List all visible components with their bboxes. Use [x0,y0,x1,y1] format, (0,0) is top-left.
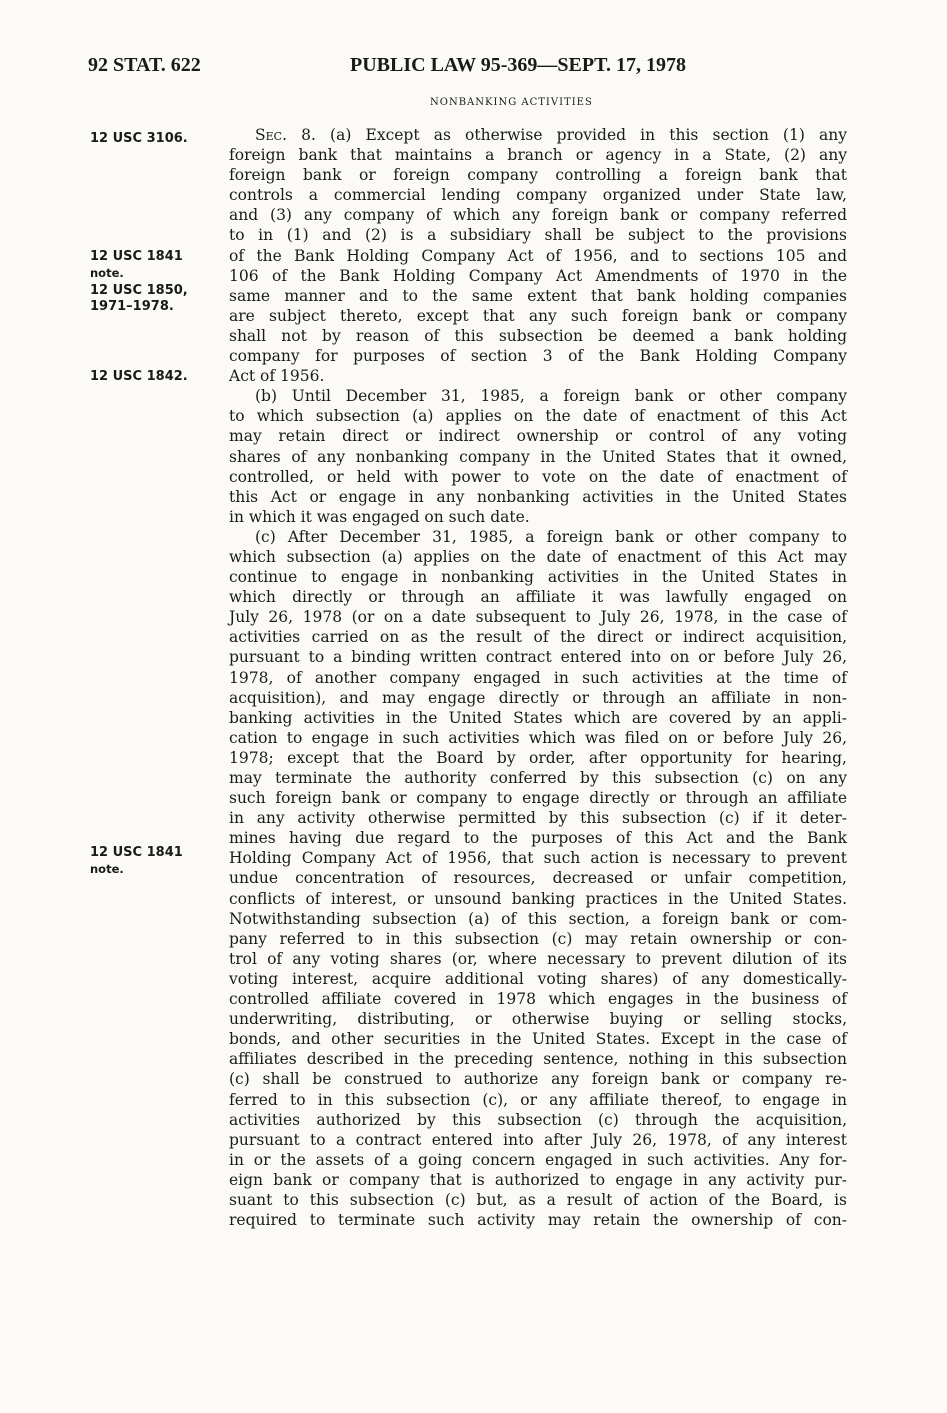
body-line: controlled affiliate covered in 1978 which engages in the business of [229,990,847,1009]
body-line: Notwithstanding subsection (a) of this section, a foreign bank or com- [229,909,847,928]
body-line: (c) shall be construed to authorize any foreign bank or company re- [229,1070,847,1089]
body-line: activities carried on as the result of the direct or indirect acquisition, [229,628,847,647]
body-line: cation to engage in such activities which was filed on or before July 26, [229,728,847,747]
body-line: pursuant to a contract entered into after July 26, 1978, of any interest [229,1130,847,1149]
body-line: affiliates described in the preceding sentence, nothing in this subsection [229,1050,847,1069]
body-line: required to terminate such activity may retain the ownership of con- [229,1211,847,1230]
body-line: July 26, 1978 (or on a date subsequent to July 26, 1978, in the case of [229,608,847,627]
body-line: of the Bank Holding Company Act of 1956, and to sections 105 and [229,246,847,265]
body-line: may retain direct or indirect ownership or control of any voting [229,427,847,446]
margin-citation-1850 [90,283,188,315]
body-line: banking activities in the United States which are covered by an appli- [229,708,847,727]
body-line: (c) After December 31, 1985, a foreign bank or other company to [255,527,847,546]
body-line: pursuant to a binding written contract entered into on or before July 26, [229,648,847,667]
body-line: 1978; except that the Board by order, after opportunity for hearing, [229,748,847,767]
body-line: Sec. 8. (a) Except as otherwise provided in this section (1) any [255,126,847,144]
body-line: and (3) any company of which any foreign bank or company referred [229,206,847,225]
section-heading: NONBANKING ACTIVITIES [430,97,593,108]
body-line: voting interest, acquire additional voting shares) of any domestically- [229,969,847,988]
body-line: company for purposes of section 3 of the Bank Holding Company [229,347,847,366]
body-line: which subsection (a) applies on the date of enactment of this Act may [229,547,847,566]
statute-body-text [229,125,847,1230]
body-line: (b) Until December 31, 1985, a foreign bank or other company [255,387,847,406]
body-line: Holding Company Act of 1956, that such action is necessary to prevent [229,849,847,868]
body-line: foreign bank that maintains a branch or agency in a State, (2) any [229,146,847,165]
public-law-title: PUBLIC LAW 95-369—SEPT. 17, 1978 [350,54,686,76]
body-line: same manner and to the same extent that bank holding companies [229,286,847,305]
body-line: foreign bank or foreign company controlling a foreign bank that [229,166,847,185]
margin-citation-1842: 12 USC 1842. [90,369,188,384]
margin-citation-1841-code: 12 USC 1841 [90,249,183,264]
body-line: shares of any nonbanking company in the United States that it owned, [229,447,847,466]
margin-citation-1841 [90,249,183,281]
body-line: are subject thereto, except that any such foreign bank or company [229,306,847,325]
margin-citation-1841-second [90,845,183,877]
margin-citation-1841-note: note. [90,266,124,280]
body-line: in or the assets of a going concern engaged in such activities. Any for- [229,1150,847,1169]
margin-citation-1841-second-note: note. [90,862,124,876]
body-line: shall not by reason of this subsection be deemed a bank holding [229,326,847,345]
body-line: mines having due regard to the purposes of this Act and the Bank [229,829,847,848]
margin-citation-3106: 12 USC 3106. [90,131,188,146]
body-line: which directly or through an affiliate it was lawfully engaged on [229,588,847,607]
body-line: continue to engage in nonbanking activities in the United States in [229,568,847,587]
margin-citation-1841-second-code: 12 USC 1841 [90,845,183,860]
body-line: Act of 1956. [229,367,325,386]
body-line: to which subsection (a) applies on the date of enactment of this Act [229,407,847,426]
margin-citation-1850-range: 1971–1978. [90,299,174,314]
body-line: suant to this subsection (c) but, as a result of action of the Board, is [229,1190,847,1209]
margin-citation-1850-code: 12 USC 1850, [90,283,188,298]
body-line: controlled, or held with power to vote on the date of enactment of [229,467,847,486]
body-line: 106 of the Bank Holding Company Act Amendments of 1970 in the [229,266,847,285]
body-line: bonds, and other securities in the United States. Except in the case of [229,1030,847,1049]
body-line: such foreign bank or company to engage directly or through an affiliate [229,789,847,808]
body-line: in which it was engaged on such date. [229,507,530,526]
body-line: this Act or engage in any nonbanking activities in the United States [229,487,847,506]
body-line: may terminate the authority conferred by this subsection (c) on any [229,769,847,787]
body-line: trol of any voting shares (or, where necessary to prevent dilution of its [229,949,847,968]
body-line: to in (1) and (2) is a subsidiary shall be subject to the provisions [229,226,847,245]
body-line: controls a commercial lending company organized under State law, [229,186,847,205]
body-line: underwriting, distributing, or otherwise buying or selling stocks, [229,1010,847,1029]
section-label: Sec. 8. [255,126,316,144]
body-line: conflicts of interest, or unsound banking practices in the United States. [229,889,847,908]
body-line: activities authorized by this subsection (c) through the acquisition, [229,1110,847,1129]
body-line: ferred to in this subsection (c), or any affiliate thereof, to engage in [229,1090,847,1109]
body-line: in any activity otherwise permitted by this subsection (c) if it deter- [229,809,847,828]
body-line: 1978, of another company engaged in such activities at the time of [229,668,847,687]
statute-page-number: 92 STAT. 622 [88,54,201,76]
body-line: acquisition), and may engage directly or through an affiliate in non- [229,688,847,707]
body-line: pany referred to in this subsection (c) may retain ownership or con- [229,929,847,948]
body-line: undue concentration of resources, decreased or unfair competition, [229,869,847,888]
body-line: eign bank or company that is authorized to engage in any activity pur- [229,1170,847,1189]
